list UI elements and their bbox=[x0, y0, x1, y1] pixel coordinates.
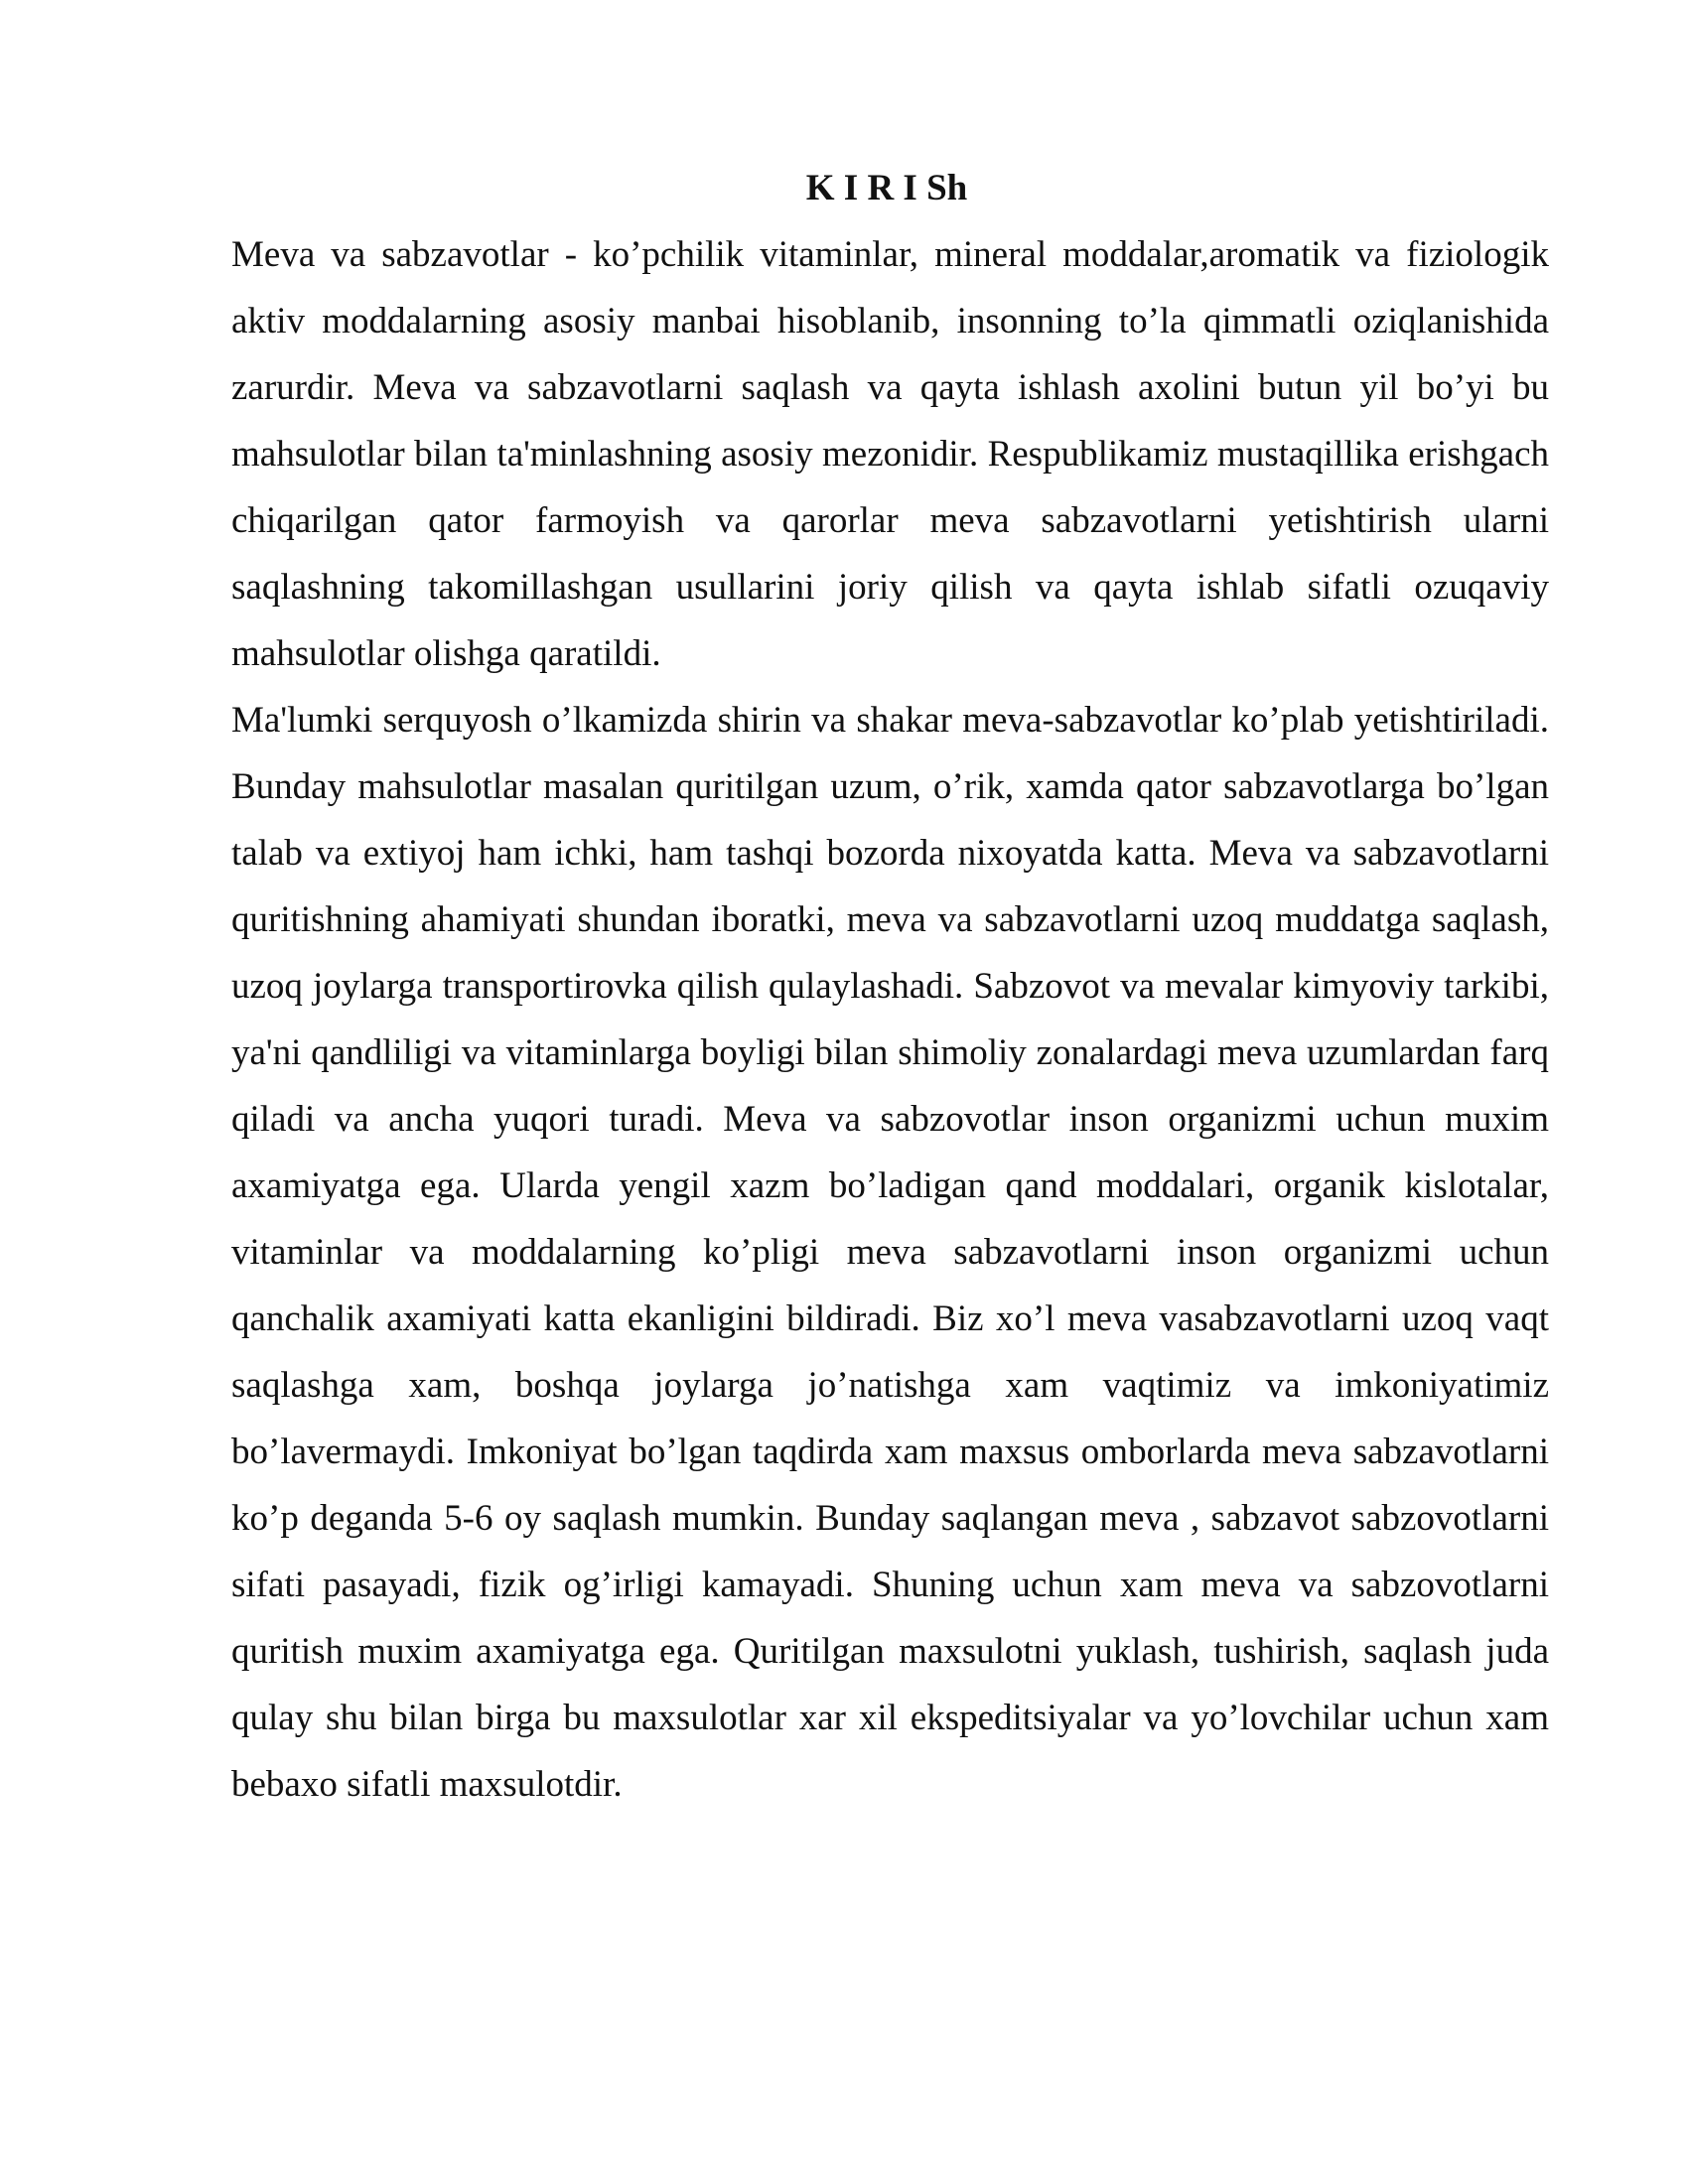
paragraph-intro: Meva va sabzavotlar - ko’pchilik vitaminlar, mineral moddalar,aromatik va fiziologik aktiv moddalarning asosiy manbai hisoblanib, insonning to’la qimmatli oziqlanishida zarurdir. Meva va sabzavotlarni saqlash va qayta ishlash axolini butun yil bo’yi bu mahsulotlar bilan ta'minlashning asosiy mezonidir. Respublikamiz mustaqillika erishgach chiqarilgan qator farmoyish va qarorlar meva sabzavotlarni yetishtirish ularni saqlashning takomillashgan usullarini joriy qilish va qayta ishlab sifatli ozuqaviy mahsulotlar olishga qaratildi. bbox=[231, 234, 1549, 674]
document-title: K I R I Sh bbox=[805, 168, 968, 208]
paragraph-drying: Ma'lumki serquyosh o’lkamizda shirin va shakar meva-sabzavotlar ko’plab yetishtiriladi. Bunday mahsulotlar masalan quritilgan uzum, o’rik, xamda qator sabzavotlarga bo’lgan talab va extiyoj ham ichki, ham tashqi bozorda nixoyatda katta. Meva va sabzavotlarni quritishning ahamiyati shundan iboratki, meva va sabzavotlarni uzoq muddatga saqlash, uzoq joylarga transportirovka qilish qulaylashadi. Sabzovot va mevalar kimyoviy tarkibi, ya'ni qandliligi va vitaminlarga boyligi bilan shimoliy zonalardagi meva uzumlardan farq qiladi va ancha yuqori turadi. Meva va sabzovotlar inson organizmi uchun muxim axamiyatga ega. Ularda yengil xazm bo’ladigan qand moddalari, organik kislotalar, vitaminlar va moddalarning ko’pligi meva sabzavotlarni inson organizmi uchun qanchalik axamiyati katta ekanligini bildiradi. Biz xo’l meva vasabzavotlarni uzoq vaqt saqlashga xam, boshqa joylarga jo’natishga xam vaqtimiz va imkoniyatimiz bo’lavermaydi. Imkoniyat bo’lgan taqdirda xam maxsus omborlarda meva sabzavotlarni ko’p deganda 5-6 oy saqlash mumkin. Bunday saqlangan meva , sabzavot sabzovotlarni sifati pasayadi, fizik og’irligi kamayadi. Shuning uchun xam meva va sabzovotlarni quritish muxim axamiyatga ega. Quritilgan maxsulotni yuklash, tushirish, saqlash juda qulay shu bilan birga bu maxsulotlar xar xil ekspeditsiyalar va yo’lovchilar uchun xam bebaxo sifatli maxsulotdir. bbox=[231, 700, 1549, 1805]
document-body bbox=[231, 155, 1549, 1818]
